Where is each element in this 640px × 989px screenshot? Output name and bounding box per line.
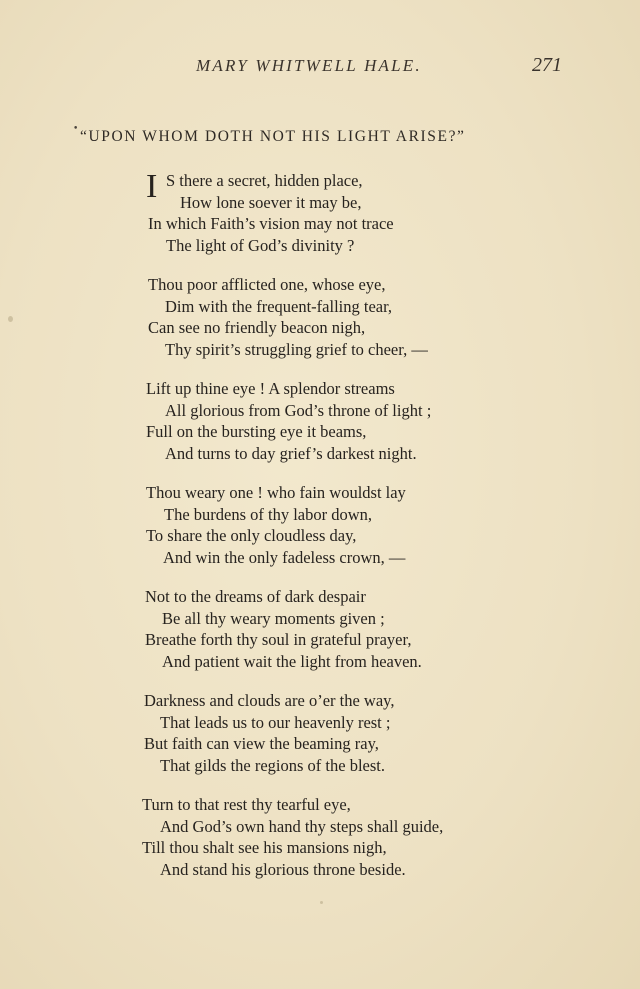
page-header: [0, 52, 640, 82]
poem-line: Can see no friendly beacon nigh,: [148, 318, 366, 337]
poem-line: Be all thy weary moments given ;: [162, 608, 385, 628]
poem-line: All glorious from God’s throne of light ;: [165, 400, 432, 420]
poem-line: And patient wait the light from heaven.: [162, 651, 422, 671]
poem-line: Breathe forth thy soul in grateful prayer,: [145, 630, 412, 649]
poem-line: S there a secret, hidden place,: [166, 171, 363, 190]
poem-line: Thou poor afflicted one, whose eye,: [148, 275, 386, 294]
stanza: [0, 170, 640, 256]
poem-line: Not to the dreams of dark despair: [145, 587, 366, 606]
poem-line: The light of God’s divinity ?: [166, 235, 355, 255]
margin-mark: •: [73, 124, 79, 134]
poem-line: And stand his glorious throne beside.: [160, 859, 406, 879]
poem-line: How lone soever it may be,: [180, 192, 362, 212]
stanza: [0, 482, 640, 568]
poem-line: And win the only fadeless crown, —: [163, 547, 406, 567]
poem-body: [0, 170, 640, 898]
poem-line: In which Faith’s vision may not trace: [148, 214, 394, 233]
stanza: [0, 794, 640, 880]
stanza: [0, 378, 640, 464]
poem-line: Thy spirit’s struggling grief to cheer, —: [165, 339, 428, 359]
poem-line: That leads us to our heavenly rest ;: [160, 712, 391, 732]
poem-line: Dim with the frequent-falling tear,: [165, 296, 393, 316]
poem-line: Turn to that rest thy tearful eye,: [142, 795, 351, 814]
poem-line: And turns to day grief’s darkest night.: [165, 443, 417, 463]
stanza: [0, 690, 640, 776]
poem-line: But faith can view the beaming ray,: [144, 734, 379, 753]
stanza: [0, 274, 640, 360]
poem-line: That gilds the regions of the blest.: [160, 755, 385, 775]
stanza: [0, 586, 640, 672]
poem-title: “UPON WHOM DOTH NOT HIS LIGHT ARISE?”: [80, 128, 466, 145]
poem-line: The burdens of thy labor down,: [164, 504, 373, 524]
poem-line: Till thou shalt see his mansions nigh,: [142, 838, 387, 857]
drop-cap: I: [146, 168, 158, 205]
poem-line: Full on the bursting eye it beams,: [146, 422, 367, 441]
poem-line: And God’s own hand thy steps shall guide,: [160, 816, 444, 836]
poem-line: Thou weary one ! who fain wouldst lay: [146, 483, 406, 502]
poem-line: Darkness and clouds are o’er the way,: [144, 691, 395, 710]
poem-line: To share the only cloudless day,: [146, 526, 357, 545]
poem-line: Lift up thine eye ! A splendor streams: [146, 379, 395, 398]
running-head: MARY WHITWELL HALE.: [196, 56, 422, 75]
page-number: 271: [532, 54, 562, 76]
